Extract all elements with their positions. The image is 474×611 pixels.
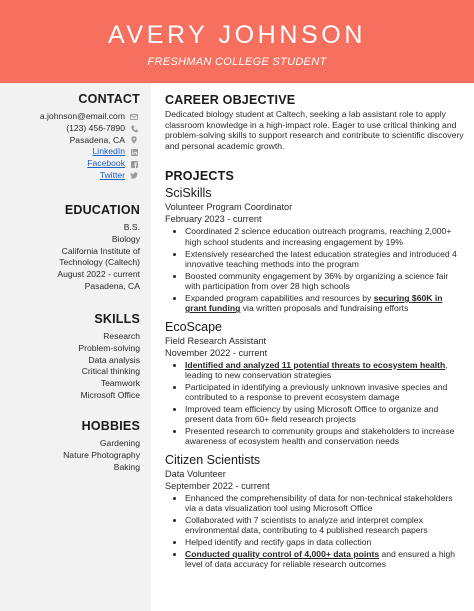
bullet-item: [185, 249, 465, 270]
objective-title: CAREER OBJECTIVE: [165, 93, 296, 107]
bullet-text: Boosted community engagement by 36% by organizing a science fair with participation from over 28 high schools: [185, 270, 449, 292]
objective-section: [165, 93, 465, 151]
bullet-text: Collaborated with 7 scientists to analyze and interpret complex environmental data, contributing to 4 published research papers: [185, 514, 428, 536]
phone-line: [40, 123, 140, 135]
bullet-item: [185, 382, 465, 403]
bullet-text: via written proposals and fundraising efforts: [240, 303, 409, 314]
education-location: Pasadena, CA: [84, 280, 140, 291]
project-role: Volunteer Program Coordinator: [165, 202, 293, 213]
skills-section: [78, 312, 140, 402]
twitter-icon: [128, 172, 140, 179]
project-block: [165, 320, 465, 447]
bullet-highlight: Identified and analyzed 11 potential threats to ecosystem health: [185, 359, 446, 370]
bullet-highlight: Conducted quality control of 4,000+ data points: [185, 548, 380, 559]
location-line: [40, 135, 140, 147]
twitter-line: [40, 170, 140, 182]
bullet-text: Participated in identifying a previously unknown invasive species and contributed to a response to prevent ecosystem damage: [185, 381, 448, 403]
location-text: Pasadena, CA: [69, 134, 125, 145]
project-dates: September 2022 - current: [165, 480, 270, 491]
hobby-item: Gardening: [99, 438, 140, 448]
hobby-item: Baking: [113, 461, 140, 472]
project-bullets: [165, 360, 465, 447]
contact-title: CONTACT: [78, 92, 140, 106]
projects-list: [165, 186, 465, 569]
hobbies-section: [63, 419, 140, 473]
education-title: EDUCATION: [64, 203, 140, 217]
email-line: [40, 111, 140, 123]
linkedin-link[interactable]: LinkedIn: [92, 146, 125, 157]
sidebar: [0, 83, 151, 611]
twitter-link[interactable]: Twitter: [99, 169, 125, 180]
projects-title: PROJECTS: [165, 169, 234, 184]
education-degree: B.S.: [123, 222, 140, 232]
project-role: Field Research Assistant: [165, 335, 267, 346]
bullet-item: [185, 271, 465, 292]
bullet-highlight: securing $60K in grant funding: [185, 292, 443, 314]
objective-text: Dedicated biology student at Caltech, seeking a lab assistant role to apply classroom knowledge in a high-impact role. Eager to use critical thinking and problem-solving skills to support research and contribute to scientific discovery and personal academic growth.: [165, 109, 464, 151]
skill-item: Problem-solving: [78, 342, 140, 353]
skill-item: Teamwork: [100, 378, 140, 389]
candidate-subtitle: FRESHMAN COLLEGE STUDENT: [147, 56, 327, 68]
bullet-item: [185, 493, 465, 514]
project-name: SciSkills: [165, 186, 212, 201]
bullet-text: Expanded program capabilities and resources by: [185, 292, 374, 303]
project-dates: November 2022 - current: [165, 347, 268, 358]
skill-item: Critical thinking: [81, 366, 140, 377]
bullet-text: , leading to new conservation strategies: [185, 359, 448, 380]
bullet-text: Enhanced the comprehensibility of data for non-technical stakeholders via a data visualization tool using Microsoft Office: [185, 492, 453, 513]
linkedin-line: [40, 146, 140, 158]
project-dates: February 2023 - current: [165, 214, 262, 225]
bullet-item: [185, 537, 465, 547]
phone-icon: [128, 125, 140, 133]
bullet-item: [185, 293, 465, 314]
bullet-text: Helped identify and rectify gaps in data collection: [185, 537, 372, 548]
projects-section: [165, 169, 465, 569]
education-dates: August 2022 - current: [57, 269, 140, 280]
education-school-line-1: California Institute of: [61, 245, 140, 256]
phone-text: (123) 456-7890: [66, 122, 125, 133]
header-banner: [0, 0, 474, 83]
email-text: a.johnson@email.com: [39, 111, 125, 121]
education-school-line-2: Technology (Caltech): [59, 257, 140, 268]
bullet-text: and ensured a high level of data accuracy for reliable research outcomes: [185, 548, 456, 570]
candidate-name: AVERY JOHNSON: [108, 21, 366, 49]
bullet-item: [185, 549, 465, 570]
project-bullets: [165, 493, 465, 570]
contact-section: [40, 92, 140, 182]
hobbies-title: HOBBIES: [81, 419, 140, 433]
skills-title: SKILLS: [94, 312, 140, 326]
project-name: Citizen Scientists: [165, 452, 261, 467]
skill-item: Research: [103, 331, 140, 341]
location-pin-icon: [128, 136, 140, 144]
facebook-link[interactable]: Facebook: [87, 158, 125, 169]
project-block: [165, 186, 465, 313]
project-block: [165, 453, 465, 570]
bullet-text: Extensively researched the latest education strategies and introduced 4 innovative teaching methods into the program: [185, 248, 457, 269]
bullet-text: Improved team efficiency by using Microsoft Office to organize and present data from 60+ field research projects: [185, 403, 439, 425]
bullet-item: [185, 426, 465, 447]
project-bullets: [165, 226, 465, 313]
facebook-icon: [128, 161, 140, 168]
bullet-item: [185, 404, 465, 425]
bullet-item: [185, 360, 465, 381]
education-section: [57, 203, 140, 293]
bullet-text: Coordinated 2 science education outreach programs, reaching 2,000+ high school students and increasing engagement by 19%: [185, 226, 452, 247]
facebook-line: [40, 158, 140, 170]
bullet-item: [185, 515, 465, 536]
project-name: EcoScape: [165, 319, 222, 334]
education-major: Biology: [111, 233, 140, 244]
skill-item: Microsoft Office: [80, 389, 140, 400]
skill-item: Data analysis: [88, 354, 140, 365]
project-role: Data Volunteer: [165, 468, 226, 479]
hobby-item: Nature Photography: [63, 449, 140, 460]
bullet-item: [185, 226, 465, 247]
main-content: [165, 93, 465, 571]
envelope-icon: [128, 114, 140, 120]
bullet-text: Presented research to community groups and stakeholders to increase awareness of ecosystem health and conservation needs: [185, 426, 455, 447]
linkedin-icon: [128, 149, 140, 156]
